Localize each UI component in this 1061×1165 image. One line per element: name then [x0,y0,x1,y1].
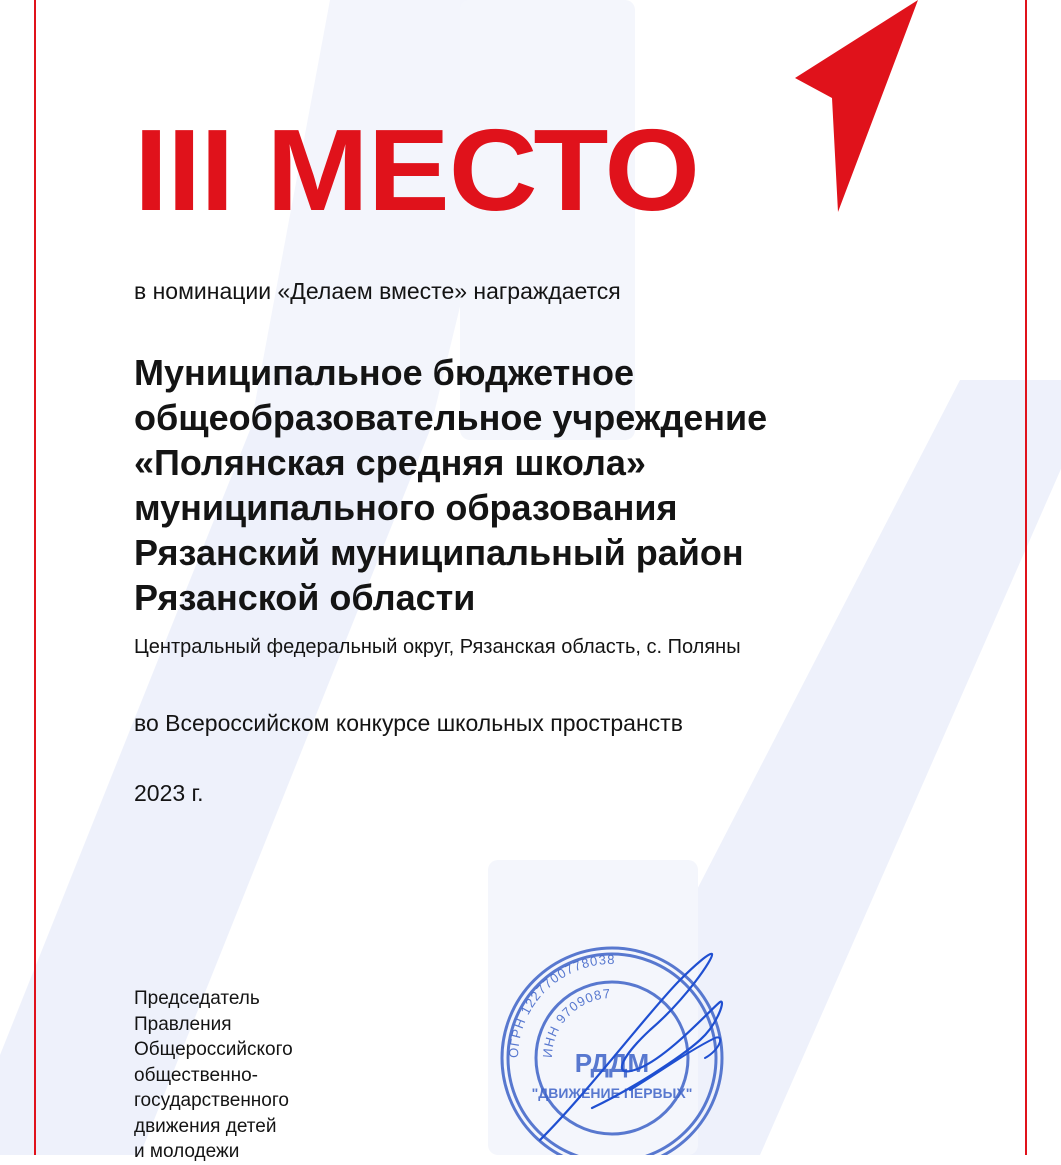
signer-title-line: движения детей [134,1115,277,1137]
signature-stroke [540,954,722,1140]
signer-title-line: общественно- [134,1064,258,1086]
frame-border-right [1025,0,1027,1155]
awardee-name [134,350,1014,620]
location-line: Центральный федеральный округ, Рязанская область, с. Поляны [134,636,741,658]
signer-title-line: Правления [134,1013,232,1035]
awardee-line: Муниципальное бюджетное [134,352,635,393]
awardee-line: Рязанской области [134,577,476,618]
frame-border-left [34,0,36,1155]
signer-title [134,986,394,1165]
awardee-line: Рязанский муниципальный район [134,532,744,573]
nomination-line: в номинации «Делаем вместе» награждается [134,278,621,304]
year-line: 2023 г. [134,780,204,806]
awardee-line: общеобразовательное учреждение [134,397,768,438]
seal-center-subtitle: "ДВИЖЕНИЕ ПЕРВЫХ" [531,1085,693,1101]
seal-ogrn-text: ОГРН 1227700778038 [505,951,616,1059]
awardee-line: «Полянская средняя школа» [134,442,646,483]
seal-center-title: РДДМ [574,1048,650,1078]
seal-inn-text: ИНН 9709087 [539,985,612,1059]
signer-title-line: Председатель [134,988,260,1009]
contest-line: во Всероссийском конкурсе школьных пространств [134,710,683,736]
red-arrow-logo-icon [790,0,930,215]
signer-title-line: Общероссийского [134,1039,293,1060]
official-seal [480,940,760,1155]
signer-title-line: и молодежи [134,1141,240,1162]
signer-title-line: государственного [134,1090,289,1111]
place-title: III МЕСТО [134,105,699,235]
awardee-line: муниципального образования [134,487,678,528]
